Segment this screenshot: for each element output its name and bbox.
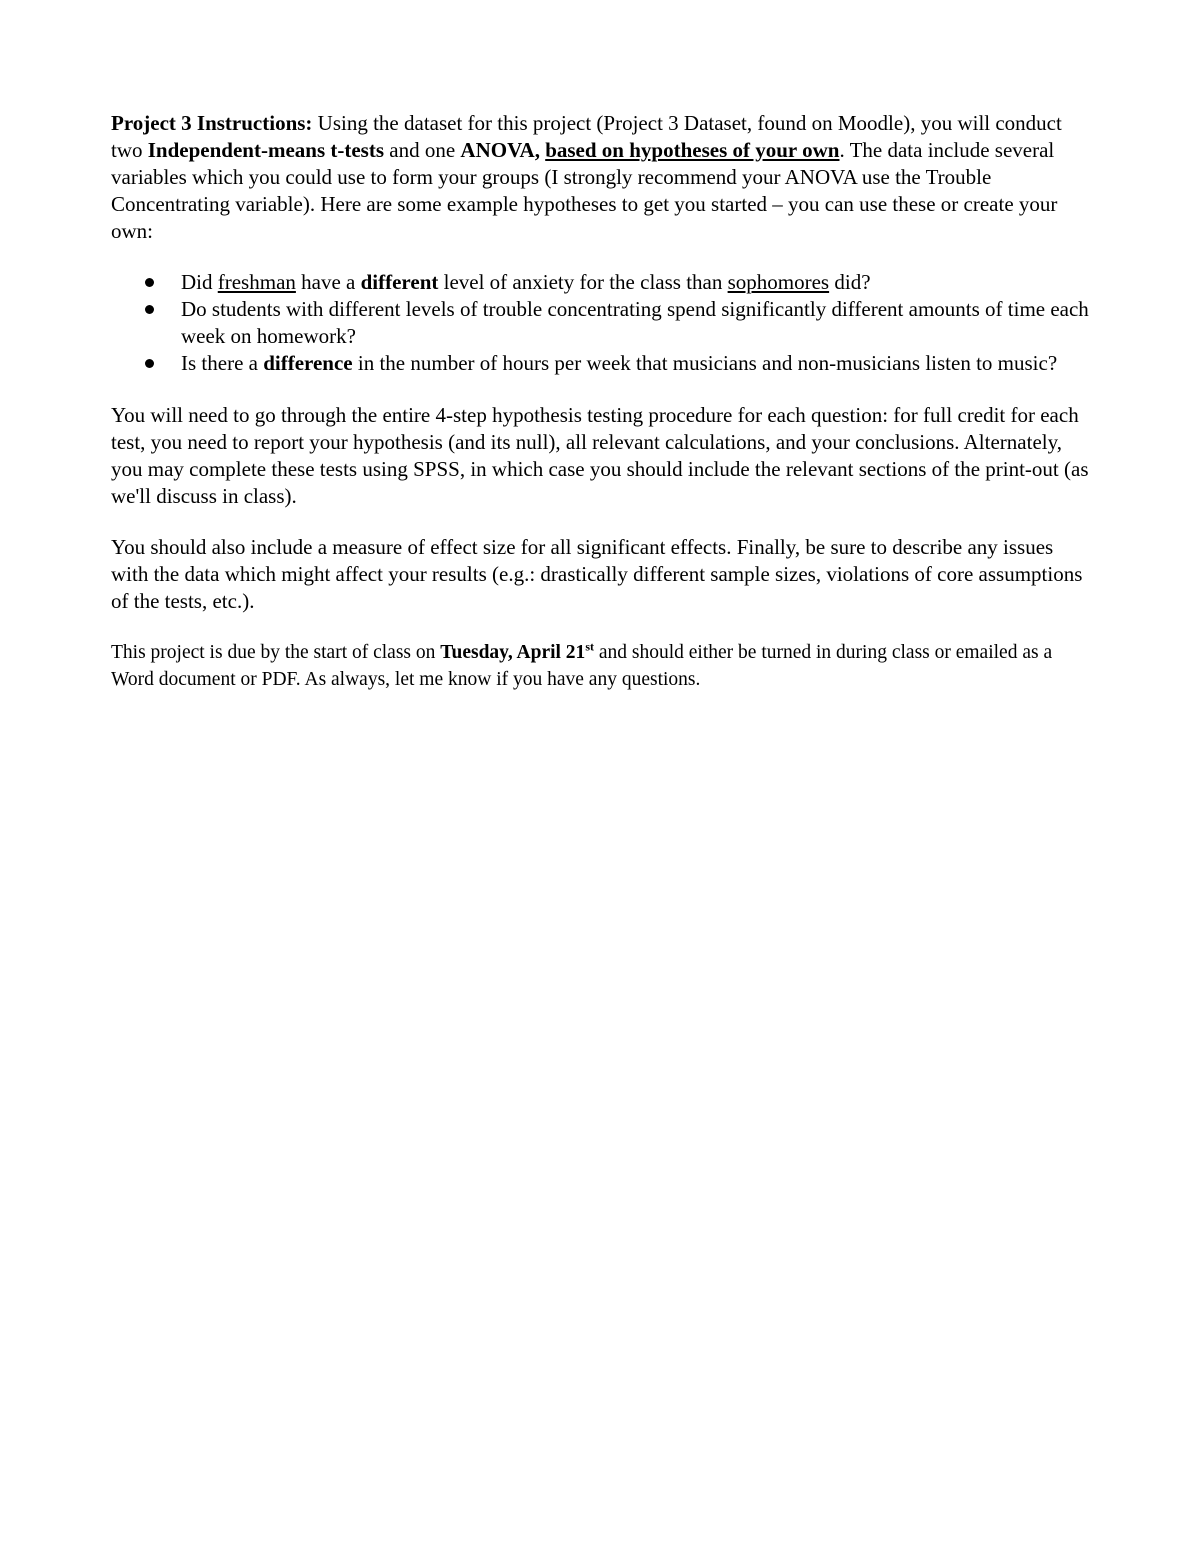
different-emphasis: different (360, 270, 439, 294)
instructions-paragraph (111, 110, 1091, 245)
bullet-icon (145, 278, 154, 287)
bullet-icon (145, 359, 154, 368)
intro-text-4: . The data include several variables which you could use to form your groups (I strongly recommend your ANOVA use the Trouble Concentrating variable). Here are some example hypotheses to get you started – you can use these or create your own: (111, 138, 1058, 243)
own-hypotheses-emphasis: based on hypotheses of your own (545, 138, 840, 162)
procedure-paragraph: You will need to go through the entire 4-step hypothesis testing procedure for each question: for full credit for each test, you need to report your hypothesis (and its null), all relevant calculations, and your conclusions. Alternately, you may complete these tests using SPSS, in which case you should include the relevant sections of the print-out (as we'll discuss in class). (111, 403, 1089, 508)
difference-emphasis: difference (263, 351, 353, 375)
instructions-heading: Project 3 Instructions: (111, 111, 313, 135)
example-hypotheses-list (111, 269, 1091, 377)
intro-text-1: Using the dataset for this project (Project 3 Dataset, found on Moodle), you will conduct two (111, 111, 1062, 162)
freshman-underline: freshman (217, 270, 296, 294)
bullet-icon (145, 305, 154, 314)
list-item: Is there a difference in the number of hours per week that musicians and non-musicians listen to music? (111, 350, 1091, 377)
due-date-paragraph: This project is due by the start of class on Tuesday, April 21st and should either be turned in during class or emailed as a Word document or PDF. As always, let me know if you have any questions. (111, 639, 1053, 690)
due-date: Tuesday, April 21st (440, 639, 594, 663)
sophomores-underline: sophomores (727, 270, 830, 294)
intro-text-2: and one (384, 138, 461, 162)
t-tests-emphasis: Independent-means t-tests (147, 138, 384, 162)
anova-emphasis: ANOVA, (460, 138, 540, 162)
list-item: Did freshman have a different level of anxiety for the class than sophomores did? (111, 269, 1091, 296)
list-item: Do students with different levels of trouble concentrating spend significantly different amounts of time each week on homework? (111, 296, 1091, 350)
date-ordinal-suffix: st (585, 639, 594, 654)
document-body (111, 110, 1091, 693)
effect-size-paragraph: You should also include a measure of effect size for all significant effects. Finally, be sure to describe any issues with the data which might affect your results (e.g.: drastically different sample sizes, violations of core assumptions of the tests, etc.). (111, 535, 1083, 613)
